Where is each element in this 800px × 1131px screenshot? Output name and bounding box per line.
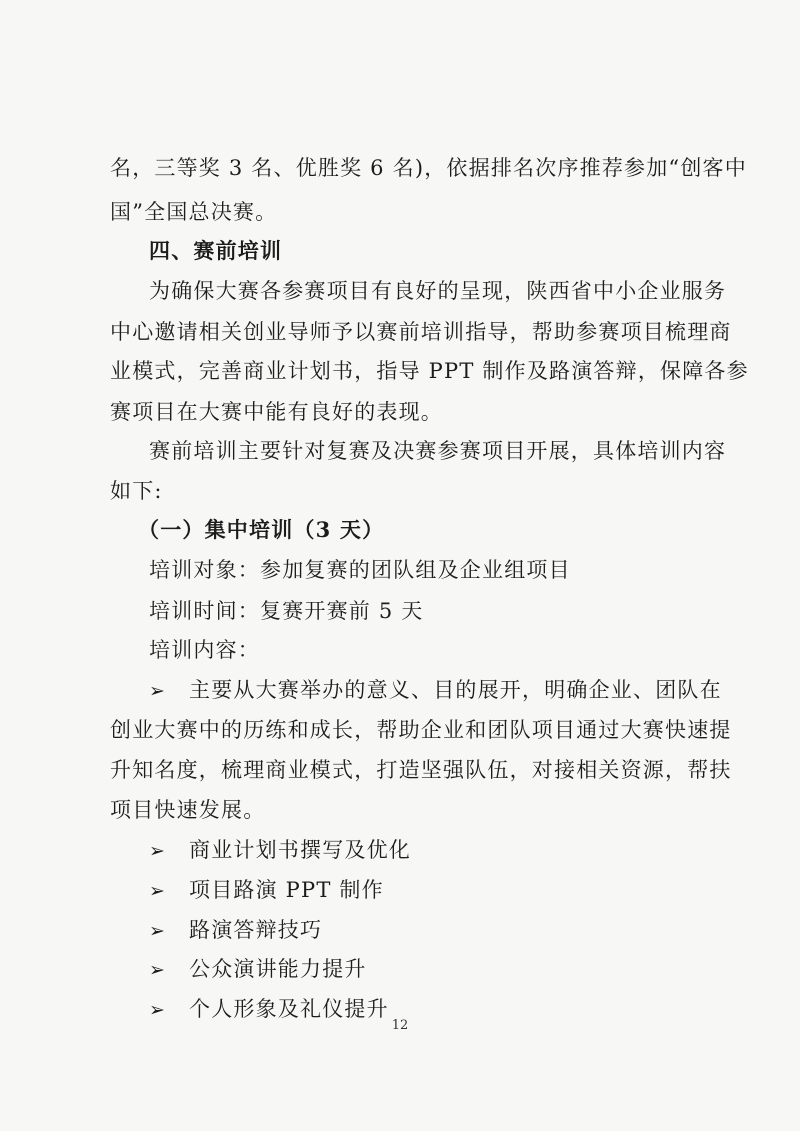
- training-para-line-1: 为确保大赛各参赛项目有良好的呈现，陕西省中小企业服务: [149, 279, 727, 303]
- training-time: 培训时间：复赛开赛前 5 天: [149, 599, 424, 623]
- list-item: [149, 876, 384, 905]
- list-item-text: 项目路演 PPT 制作: [189, 878, 384, 902]
- bullet-arrow-icon: ➢: [149, 840, 167, 862]
- bullet-arrow-icon: ➢: [149, 680, 167, 702]
- scope-para-line-2: 如下:: [110, 479, 163, 503]
- list-item-text: 商业计划书撰写及优化: [189, 838, 411, 862]
- main-bullet-line-3: 升知名度，梳理商业模式，打造坚强队伍，对接相关资源，帮扶: [110, 758, 732, 782]
- training-target: 培训对象：参加复赛的团队组及企业组项目: [149, 558, 571, 582]
- training-para-line-3: 业模式，完善商业计划书，指导 PPT 制作及路演答辩，保障各参: [110, 359, 749, 383]
- intro-line-1: 名，三等奖 3 名、优胜奖 6 名)，依据排名次序推荐参加“创客中: [110, 156, 747, 180]
- list-item: [149, 955, 367, 984]
- intro-line-2: 国”全国总决赛。: [110, 200, 278, 224]
- subsection-heading: （一）集中培训（3 天）: [138, 517, 385, 542]
- training-content-label: 培训内容：: [149, 638, 260, 662]
- list-item: [149, 836, 411, 865]
- bullet-arrow-icon: ➢: [149, 880, 167, 902]
- list-item: [149, 916, 322, 945]
- bullet-arrow-icon: ➢: [149, 920, 167, 942]
- list-item-text: 个人形象及礼仪提升: [189, 997, 389, 1021]
- page-number: 12: [391, 1018, 409, 1033]
- main-bullet-line-2: 创业大赛中的历练和成长，帮助企业和团队项目通过大赛快速提: [110, 718, 732, 742]
- bullet-arrow-icon: ➢: [149, 999, 167, 1021]
- list-item-text: 公众演讲能力提升: [189, 957, 367, 981]
- main-bullet-line-4: 项目快速发展。: [110, 798, 266, 822]
- main-bullet-text: 主要从大赛举办的意义、目的展开，明确企业、团队在: [189, 678, 722, 702]
- bullet-arrow-icon: ➢: [149, 959, 167, 981]
- section-heading: 四、赛前培训: [149, 238, 283, 263]
- list-item-text: 路演答辩技巧: [189, 918, 323, 942]
- main-bullet-line-1: [149, 676, 722, 705]
- scope-para-line-1: 赛前培训主要针对复赛及决赛参赛项目开展，具体培训内容: [149, 439, 727, 463]
- training-para-line-4: 赛项目在大赛中能有良好的表现。: [110, 400, 443, 424]
- training-para-line-2: 中心邀请相关创业导师予以赛前培训指导，帮助参赛项目梳理商: [110, 320, 732, 344]
